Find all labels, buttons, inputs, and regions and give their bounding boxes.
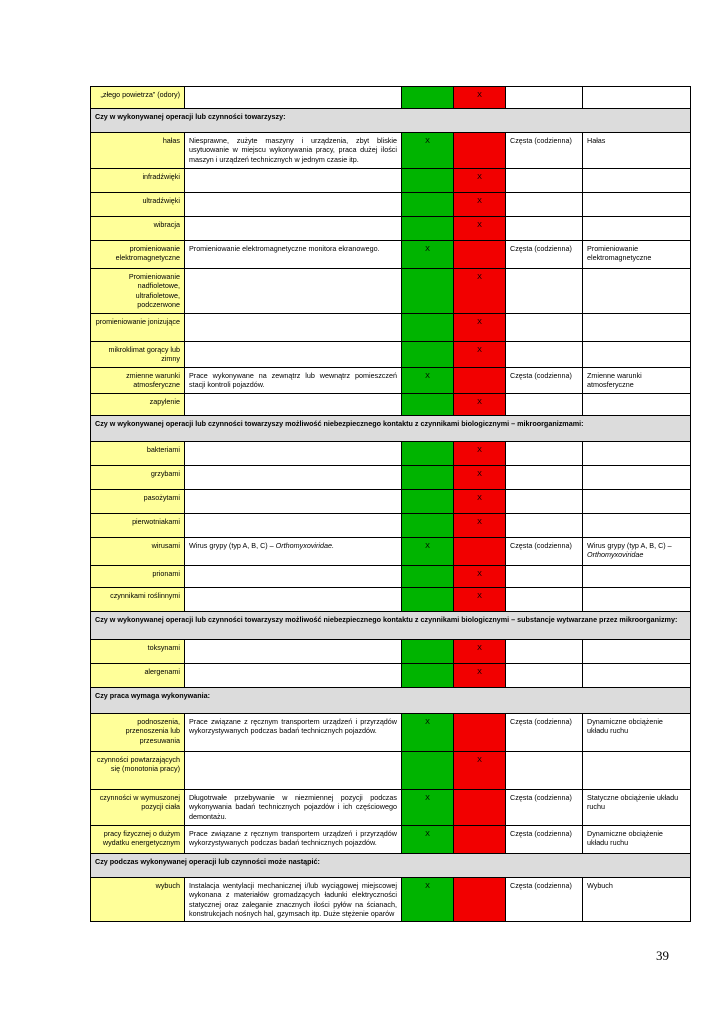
table-row: [91, 588, 691, 612]
hazard-effect: [583, 169, 691, 193]
absent-mark-cell: X: [454, 640, 506, 664]
absent-mark-cell: X: [454, 490, 506, 514]
exposure-frequency: Częsta (codzienna): [506, 826, 583, 854]
hazard-effect: [583, 514, 691, 538]
section-header: Czy podczas wykonywanej operacji lub czynności może nastąpić:: [91, 854, 691, 878]
exposure-frequency: Częsta (codzienna): [506, 714, 583, 752]
present-mark-cell: [402, 514, 454, 538]
absent-mark-cell: X: [454, 314, 506, 342]
exposure-frequency: [506, 752, 583, 790]
present-mark-cell: [402, 87, 454, 109]
section-header-row: [91, 612, 691, 640]
absent-mark-cell: X: [454, 87, 506, 109]
hazard-effect: [583, 466, 691, 490]
hazard-source-text: Promieniowanie elektromagnetyczne monitora ekranowego.: [189, 244, 380, 253]
hazard-effect: [583, 87, 691, 109]
absent-mark-cell: [454, 538, 506, 566]
table-row: [91, 826, 691, 854]
hazard-source-text: Prace wykonywane na zewnątrz lub wewnątrz pomieszczeń stacji kontroli pojazdów.: [189, 371, 397, 390]
absent-mark-cell: X: [454, 466, 506, 490]
present-mark-cell: X: [402, 368, 454, 394]
hazard-source: [185, 342, 402, 368]
table-row: [91, 566, 691, 588]
absent-mark-cell: X: [454, 752, 506, 790]
present-mark-cell: X: [402, 133, 454, 169]
hazard-name: promieniowanie elektromagnetyczne: [91, 241, 185, 269]
hazard-name: wibracja: [91, 217, 185, 241]
absent-mark-cell: [454, 878, 506, 922]
absent-mark-cell: X: [454, 217, 506, 241]
exposure-frequency: Częsta (codzienna): [506, 878, 583, 922]
table-row: [91, 193, 691, 217]
hazard-name: pasożytami: [91, 490, 185, 514]
hazard-source: [185, 314, 402, 342]
hazard-source-text: Długotrwałe przebywanie w niezmiennej pozycji podczas wykonywania badań technicznych pojazdów i ich częściowego demontażu.: [189, 793, 397, 821]
present-mark-cell: [402, 490, 454, 514]
table-row: [91, 241, 691, 269]
hazard-name: wirusami: [91, 538, 185, 566]
section-header: Czy w wykonywanej operacji lub czynności towarzyszy możliwość niebezpiecznego kontaktu z czynnikami biologicznymi – substancje wytwarzane przez mikroorganizmy:: [91, 612, 691, 640]
hazard-effect-text: Promieniowanie elektromagnetyczne: [587, 244, 652, 263]
exposure-frequency: [506, 566, 583, 588]
absent-mark-cell: [454, 714, 506, 752]
absent-mark-cell: X: [454, 664, 506, 688]
hazard-name: zmienne warunki atmosferyczne: [91, 368, 185, 394]
table-row: [91, 87, 691, 109]
hazard-name: bakteriami: [91, 442, 185, 466]
present-mark-cell: [402, 169, 454, 193]
hazard-effect: [583, 241, 691, 269]
hazard-effect: [583, 490, 691, 514]
exposure-frequency: [506, 442, 583, 466]
hazard-effect: [583, 664, 691, 688]
hazard-effect: [583, 714, 691, 752]
hazard-source: [185, 87, 402, 109]
hazard-source: [185, 394, 402, 416]
absent-mark-cell: X: [454, 442, 506, 466]
hazard-effect: [583, 368, 691, 394]
absent-mark-cell: X: [454, 514, 506, 538]
hazard-name: promieniowanie jonizujące: [91, 314, 185, 342]
hazard-name: infradźwięki: [91, 169, 185, 193]
exposure-frequency: Częsta (codzienna): [506, 790, 583, 826]
table-row: [91, 342, 691, 368]
absent-mark-cell: [454, 826, 506, 854]
hazard-effect-text: Wybuch: [587, 881, 613, 890]
hazard-effect-text: Zmienne warunki atmosferyczne: [587, 371, 642, 390]
hazard-effect-text: Hałas: [587, 136, 606, 145]
exposure-frequency: [506, 314, 583, 342]
hazard-name: czynności w wymuszonej pozycji ciała: [91, 790, 185, 826]
hazard-source-text: Niesprawne, zużyte maszyny i urządzenia, zbyt bliskie usytuowanie w miejscu wykonywania pracy, praca dużej ilości maszyn i urządzeń technicznych w jednym czasie itp.: [189, 136, 397, 164]
hazard-name: czynnikami roślinnymi: [91, 588, 185, 612]
section-header-row: [91, 688, 691, 714]
exposure-frequency: [506, 193, 583, 217]
absent-mark-cell: X: [454, 342, 506, 368]
hazard-source: [185, 442, 402, 466]
table-row: [91, 442, 691, 466]
table-row: [91, 664, 691, 688]
absent-mark-cell: X: [454, 269, 506, 314]
absent-mark-cell: X: [454, 588, 506, 612]
hazard-effect: [583, 342, 691, 368]
present-mark-cell: X: [402, 878, 454, 922]
table-row: [91, 217, 691, 241]
hazard-source: [185, 640, 402, 664]
absent-mark-cell: [454, 241, 506, 269]
absent-mark-cell: [454, 790, 506, 826]
table-row: [91, 368, 691, 394]
hazard-effect: [583, 442, 691, 466]
hazard-name: grzybami: [91, 466, 185, 490]
hazard-effect: [583, 878, 691, 922]
table-row: [91, 714, 691, 752]
hazard-effect: [583, 314, 691, 342]
hazard-name: Promieniowanie nadfioletowe, ultrafioletowe, podczerwone: [91, 269, 185, 314]
hazard-effect: [583, 588, 691, 612]
table-row: [91, 538, 691, 566]
hazard-effect-text: Dynamiczne obciążenie układu ruchu: [587, 829, 663, 848]
hazard-effect: [583, 217, 691, 241]
hazard-source: [185, 714, 402, 752]
exposure-frequency: [506, 588, 583, 612]
hazard-name: ultradźwięki: [91, 193, 185, 217]
present-mark-cell: [402, 217, 454, 241]
absent-mark-cell: X: [454, 566, 506, 588]
present-mark-cell: X: [402, 714, 454, 752]
present-mark-cell: [402, 342, 454, 368]
exposure-frequency: [506, 217, 583, 241]
exposure-frequency: Częsta (codzienna): [506, 368, 583, 394]
table-row: [91, 466, 691, 490]
hazard-name: hałas: [91, 133, 185, 169]
hazard-source: [185, 752, 402, 790]
hazard-name: podnoszenia, przenoszenia lub przesuwania: [91, 714, 185, 752]
exposure-frequency: Częsta (codzienna): [506, 538, 583, 566]
hazard-source: [185, 241, 402, 269]
table-row: [91, 490, 691, 514]
hazard-source-text: Prace związane z ręcznym transportem urządzeń i przyrządów wykorzystywanych podczas badań technicznych pojazdów.: [189, 717, 397, 736]
hazard-effect-italic: Orthomyxoviridae: [587, 550, 644, 560]
hazard-source-text: Prace związane z ręcznym transportem urządzeń i przyrządów wykorzystywanych podczas badań technicznych pojazdów.: [189, 829, 397, 848]
present-mark-cell: [402, 640, 454, 664]
hazard-source: [185, 133, 402, 169]
hazard-name: alergenami: [91, 664, 185, 688]
hazard-name: pierwotniakami: [91, 514, 185, 538]
hazard-source: [185, 514, 402, 538]
table-row: [91, 752, 691, 790]
present-mark-cell: [402, 664, 454, 688]
section-header: Czy praca wymaga wykonywania:: [91, 688, 691, 714]
present-mark-cell: [402, 269, 454, 314]
table-row: [91, 169, 691, 193]
present-mark-cell: [402, 466, 454, 490]
hazard-source-text: Instalacja wentylacji mechanicznej i/lub wyciągowej miejscowej wykonana z materiałów gromadzących ładunki elektryczności statycznej oraz zaleganie znacznych ilości pyłów na ścianach, konstrukcjach nośnych hal, gzymsach itp. Duże stężenie oparów: [189, 881, 397, 919]
hazard-source: [185, 790, 402, 826]
hazard-effect-text: Statyczne obciążenie układu ruchu: [587, 793, 679, 812]
hazard-source: [185, 217, 402, 241]
hazard-source: [185, 368, 402, 394]
section-header-row: [91, 416, 691, 442]
table-row: [91, 640, 691, 664]
table-row: [91, 133, 691, 169]
hazard-name: czynności powtarzających się (monotonia pracy): [91, 752, 185, 790]
exposure-frequency: [506, 269, 583, 314]
present-mark-cell: [402, 752, 454, 790]
hazard-source-text: Wirus grypy (typ A, B, C) –: [189, 541, 276, 550]
exposure-frequency: [506, 640, 583, 664]
exposure-frequency: [506, 169, 583, 193]
absent-mark-cell: X: [454, 193, 506, 217]
hazard-name: „złego powietrza” (odory): [91, 87, 185, 109]
hazard-source: [185, 490, 402, 514]
exposure-frequency: [506, 466, 583, 490]
exposure-frequency: Częsta (codzienna): [506, 133, 583, 169]
hazard-source: [185, 826, 402, 854]
present-mark-cell: [402, 588, 454, 612]
hazard-name: zapylenie: [91, 394, 185, 416]
exposure-frequency: [506, 490, 583, 514]
section-header-row: [91, 854, 691, 878]
hazard-source-italic: Orthomyxoviridae.: [275, 541, 334, 550]
hazard-effect: [583, 269, 691, 314]
hazard-name: prionami: [91, 566, 185, 588]
present-mark-cell: X: [402, 826, 454, 854]
table-row: [91, 269, 691, 314]
present-mark-cell: [402, 314, 454, 342]
present-mark-cell: [402, 394, 454, 416]
hazard-source: [185, 169, 402, 193]
hazard-source: [185, 466, 402, 490]
hazard-source: [185, 538, 402, 566]
present-mark-cell: X: [402, 538, 454, 566]
present-mark-cell: X: [402, 241, 454, 269]
hazard-effect: [583, 640, 691, 664]
hazard-assessment-table: [90, 86, 691, 922]
table-body: [91, 87, 691, 922]
hazard-effect: [583, 538, 691, 566]
absent-mark-cell: [454, 368, 506, 394]
exposure-frequency: [506, 394, 583, 416]
hazard-name: pracy fizycznej o dużym wydatku energetycznym: [91, 826, 185, 854]
exposure-frequency: [506, 664, 583, 688]
hazard-source: [185, 588, 402, 612]
hazard-name: wybuch: [91, 878, 185, 922]
exposure-frequency: [506, 87, 583, 109]
table-row: [91, 790, 691, 826]
table-row: [91, 514, 691, 538]
hazard-source: [185, 269, 402, 314]
hazard-source: [185, 664, 402, 688]
hazard-effect: [583, 752, 691, 790]
present-mark-cell: [402, 566, 454, 588]
absent-mark-cell: [454, 133, 506, 169]
section-header: Czy w wykonywanej operacji lub czynności towarzyszy możliwość niebezpiecznego kontaktu z czynnikami biologicznymi – mikroorganizmami:: [91, 416, 691, 442]
hazard-source: [185, 878, 402, 922]
hazard-effect: [583, 566, 691, 588]
absent-mark-cell: X: [454, 394, 506, 416]
exposure-frequency: [506, 514, 583, 538]
section-header-row: [91, 109, 691, 133]
present-mark-cell: [402, 193, 454, 217]
hazard-effect: [583, 133, 691, 169]
hazard-source: [185, 566, 402, 588]
hazard-effect-text: Dynamiczne obciążenie układu ruchu: [587, 717, 663, 736]
present-mark-cell: X: [402, 790, 454, 826]
present-mark-cell: [402, 442, 454, 466]
exposure-frequency: Częsta (codzienna): [506, 241, 583, 269]
section-header: Czy w wykonywanej operacji lub czynności towarzyszy:: [91, 109, 691, 133]
exposure-frequency: [506, 342, 583, 368]
hazard-effect: [583, 394, 691, 416]
table-row: [91, 878, 691, 922]
hazard-source: [185, 193, 402, 217]
hazard-name: mikroklimat gorący lub zimny: [91, 342, 185, 368]
hazard-effect-text: Wirus grypy (typ A, B, C) –: [587, 541, 672, 550]
hazard-effect: [583, 193, 691, 217]
table-row: [91, 394, 691, 416]
absent-mark-cell: X: [454, 169, 506, 193]
hazard-effect: [583, 826, 691, 854]
table-row: [91, 314, 691, 342]
hazard-effect: [583, 790, 691, 826]
hazard-name: toksynami: [91, 640, 185, 664]
page-number: 39: [656, 948, 669, 963]
